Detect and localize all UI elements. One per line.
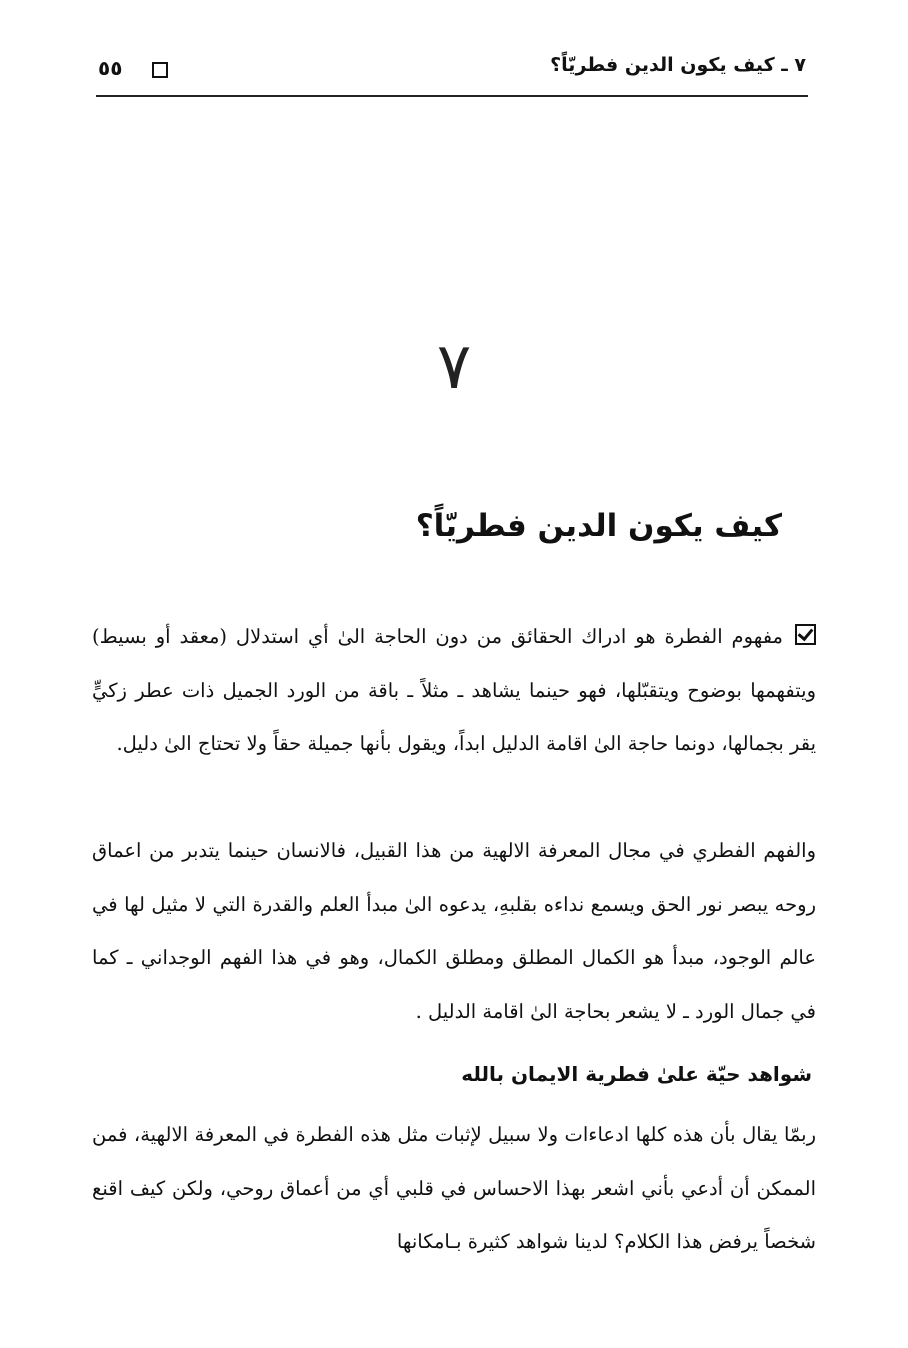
paragraph-1 [92,610,816,771]
chapter-title: كيف يكون الدين فطريّاً؟ [415,508,782,544]
paragraph-3: ربمّا يقال بأن هذه كلها ادعاءات ولا سبيل لإثبات مثل هذه الفطرة في المعرفة الالهية، فمن الممكن أن أدعي بأني اشعر بهذا الاحساس في قلبي أي من أعماق روحي، ولكن كيف اقنع شخصاً يرفض هذا الكلام؟ لدينا شواهد كثيرة بـامكانها [92,1123,816,1253]
header-rule [96,95,808,97]
paragraph-2: والفهم الفطري في مجال المعرفة الالهية من هذا القبيل، فالانسان حينما يتدبر من اعماق روحه يبصر نور الحق ويسمع نداءه بقلبهِ، يدعوه الىٰ مبدأ العلم والقدرة التي لا مثيل لها في عالم الوجود، مبدأ هو الكمال المطلق ومطلق الكمال، وهو في هذا الفهم الوجداني ـ كما في جمال الورد ـ لا يشعر بحاجة الىٰ اقامة الدليل . [92,839,816,1023]
chapter-number: ٧ [436,330,472,404]
checkbox-icon [795,624,816,645]
section-heading: شواهد حيّة علىٰ فطرية الايمان بالله [461,1062,812,1086]
running-title: ٧ ـ كيف يكون الدين فطريّاً؟ [550,54,806,76]
paragraph-1-text: مفهوم الفطرة هو ادراك الحقائق من دون الحاجة الىٰ أي استدلال (معقد أو بسيط) ويتفهمها بوضوح ويتقبّلها، فهو حينما يشاهد ـ مثلاً ـ باقة من الورد الجميل ذات عطر زكيٍّ يقر بجمالها، دونما حاجة الىٰ اقامة الدليل ابداً، ويقول بأنها جميلة حقاً ولا تحتاج الىٰ دليل. [92,625,816,755]
square-icon [152,62,168,78]
page-number: ٥٥ [98,56,123,80]
page-header [98,52,806,88]
